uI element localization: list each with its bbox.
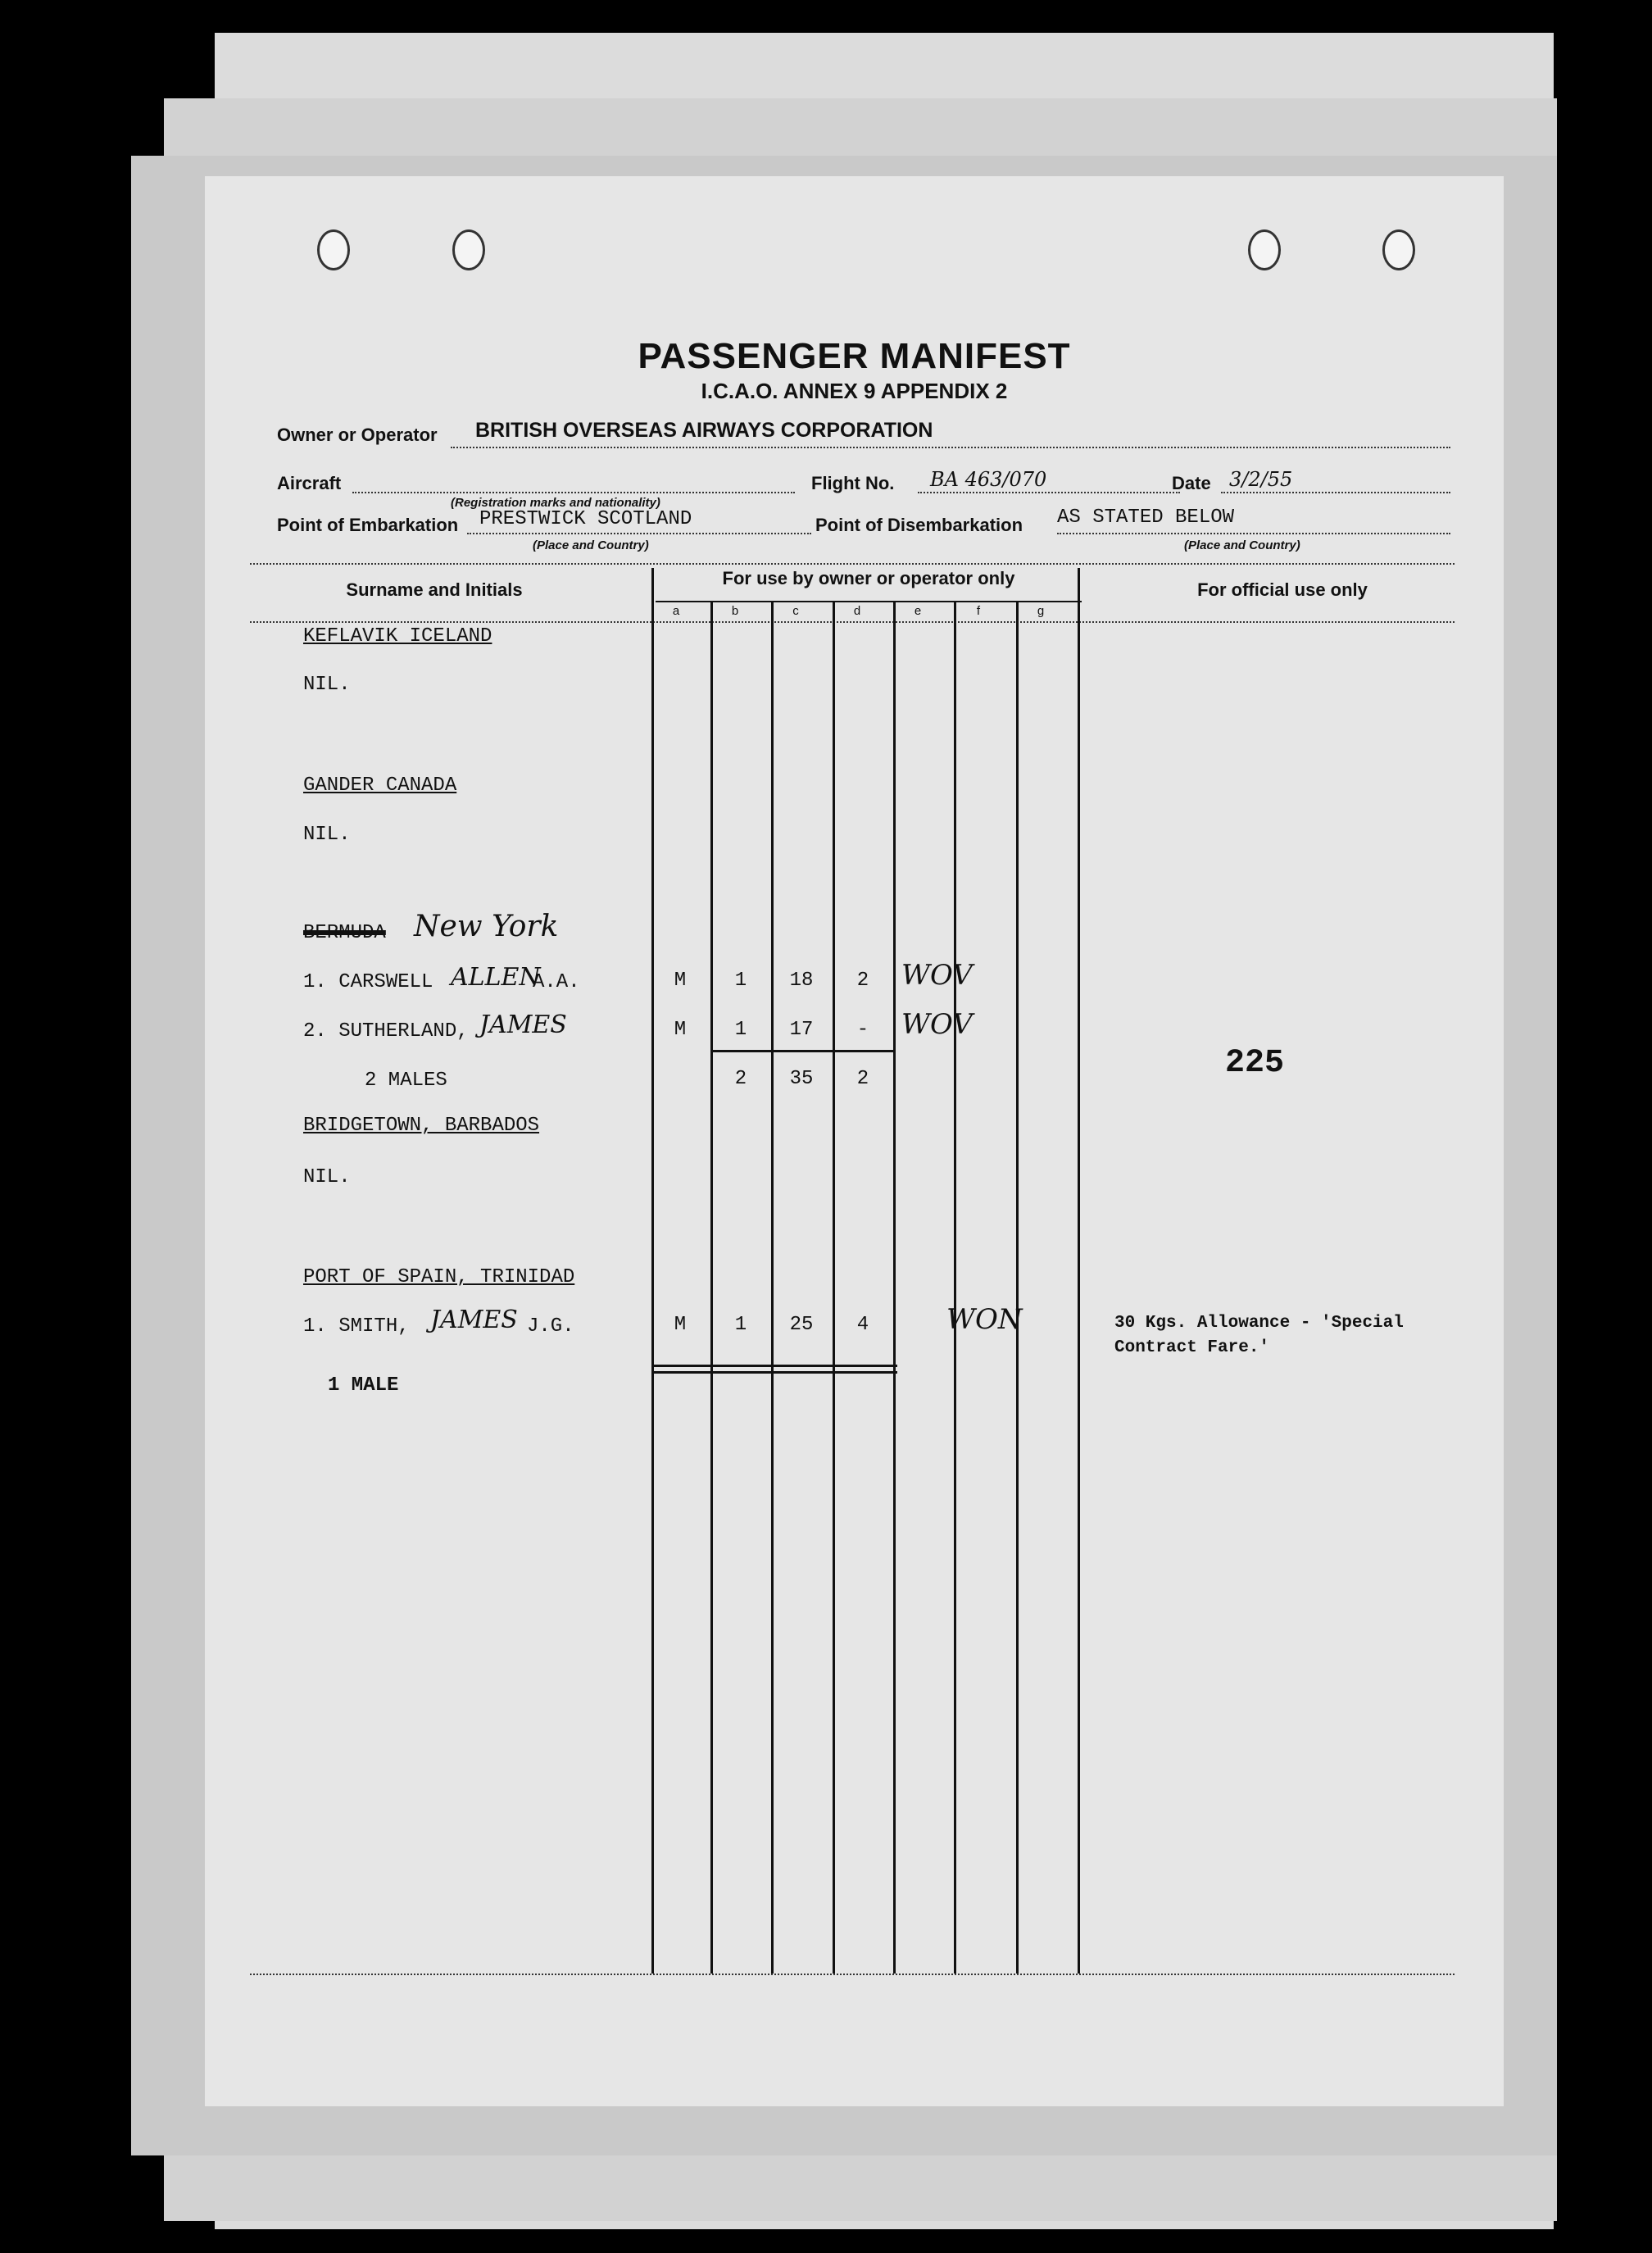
col-letter-c: c: [792, 604, 799, 618]
passenger-handwritten-name: JAMES: [479, 1011, 567, 1039]
date-label: Date: [1172, 473, 1211, 493]
section-heading: GANDER CANADA: [303, 774, 457, 797]
cell-a: M: [674, 1019, 687, 1041]
double-total-rule: [651, 1371, 897, 1374]
column-divider: [771, 601, 774, 1974]
cell-e: WOV: [901, 1008, 973, 1041]
form-title: PASSENGER MANIFEST: [638, 336, 1071, 376]
column-divider: [1016, 601, 1019, 1974]
owner-dotline: [451, 447, 1450, 448]
section-heading: PORT OF SPAIN, TRINIDAD: [303, 1266, 575, 1288]
total-c: 35: [789, 1068, 814, 1090]
flight-dotline: [918, 492, 1180, 493]
cell-b: 1: [734, 1314, 747, 1336]
col-letter-f: f: [976, 604, 981, 618]
total-d: 2: [856, 1068, 869, 1090]
aircraft-dotline: [352, 492, 795, 493]
cell-c: 18: [789, 970, 814, 992]
date-value: 3/2/55: [1229, 468, 1293, 491]
col-surname: Surname and Initials: [346, 579, 523, 600]
col-letter-g: g: [1037, 604, 1045, 618]
passenger-name: 1. CARSWELL: [303, 971, 433, 993]
cell-a: M: [674, 1314, 687, 1336]
col-letter-e: e: [914, 604, 922, 618]
table-bottom-rule: [250, 1974, 1455, 1975]
column-divider: [1078, 568, 1080, 1974]
punch-hole: [1248, 229, 1281, 270]
disembarkation-dotline: [1057, 533, 1450, 534]
embarkation-label: Point of Embarkation: [277, 515, 459, 535]
passenger-initials: A.A.: [533, 971, 580, 993]
flight-value: BA 463/070: [930, 468, 1047, 491]
section-nil: NIL.: [303, 824, 351, 846]
manifest-page: [205, 176, 1504, 2106]
double-total-rule: [651, 1365, 897, 1367]
section-heading: KEFLAVIK ICELAND: [303, 625, 492, 647]
column-divider: [651, 568, 654, 1974]
embarkation-dotline: [467, 533, 811, 534]
header-bottom-rule: [250, 621, 1455, 623]
disembarkation-label: Point of Disembarkation: [815, 515, 1023, 535]
passenger-name: 2. SUTHERLAND,: [303, 1020, 469, 1042]
column-divider: [954, 601, 956, 1974]
date-dotline: [1221, 492, 1450, 493]
cell-d: 4: [856, 1314, 869, 1336]
total-b: 2: [734, 1068, 747, 1090]
column-divider: [710, 601, 713, 1974]
section-nil: NIL.: [303, 1166, 351, 1188]
cell-b: 1: [734, 970, 747, 992]
place-note-left: (Place and Country): [533, 538, 649, 552]
punch-hole: [317, 229, 350, 270]
flight-label: Flight No.: [811, 473, 895, 493]
col-letter-d: d: [853, 604, 861, 618]
cell-c: 25: [789, 1314, 814, 1336]
passenger-handwritten-name: JAMES: [430, 1306, 518, 1334]
owner-value: BRITISH OVERSEAS AIRWAYS CORPORATION: [475, 419, 933, 442]
form-subtitle: I.C.A.O. ANNEX 9 APPENDIX 2: [701, 379, 1008, 403]
column-divider: [893, 601, 896, 1974]
table-top-rule: [250, 563, 1455, 565]
col-letter-a: a: [672, 604, 680, 618]
punch-hole: [452, 229, 485, 270]
struck-heading: BERMUDA: [303, 922, 386, 944]
cell-b: 1: [734, 1019, 747, 1041]
embarkation-value: PRESTWICK SCOTLAND: [479, 508, 692, 530]
total-label: 2 MALES: [365, 1070, 447, 1092]
registration-note: (Registration marks and nationality): [451, 496, 660, 510]
cell-d: 2: [856, 970, 869, 992]
total-label: 1 MALE: [328, 1374, 399, 1397]
place-note-right: (Place and Country): [1184, 538, 1300, 552]
passenger-handwritten-name: ALLEN: [451, 963, 541, 992]
aircraft-label: Aircraft: [277, 473, 342, 493]
cell-d: -: [856, 1019, 869, 1041]
col-official-use: For official use only: [1197, 579, 1368, 600]
passenger-name: 1. SMITH,: [303, 1315, 410, 1338]
punch-hole: [1382, 229, 1415, 270]
column-divider: [833, 601, 835, 1974]
official-remark: 30 Kgs. Allowance - 'Special Contract Fare.': [1114, 1314, 1404, 1357]
section-nil: NIL.: [303, 674, 351, 696]
handwritten-heading: New York: [414, 910, 559, 943]
col-owner-use: For use by owner or operator only: [722, 568, 1015, 588]
section-heading: BRIDGETOWN, BARBADOS: [303, 1115, 540, 1137]
cell-e: WON: [946, 1303, 1023, 1336]
col-letter-b: b: [731, 604, 739, 618]
cell-e: WOV: [901, 959, 973, 992]
cell-c: 17: [789, 1019, 814, 1041]
disembarkation-value: AS STATED BELOW: [1057, 506, 1235, 529]
cell-a: M: [674, 970, 687, 992]
owner-label: Owner or Operator: [277, 425, 438, 445]
official-stamp-number: 225: [1225, 1045, 1285, 1082]
subtotal-rule: [710, 1050, 893, 1052]
passenger-initials: J.G.: [527, 1315, 574, 1338]
